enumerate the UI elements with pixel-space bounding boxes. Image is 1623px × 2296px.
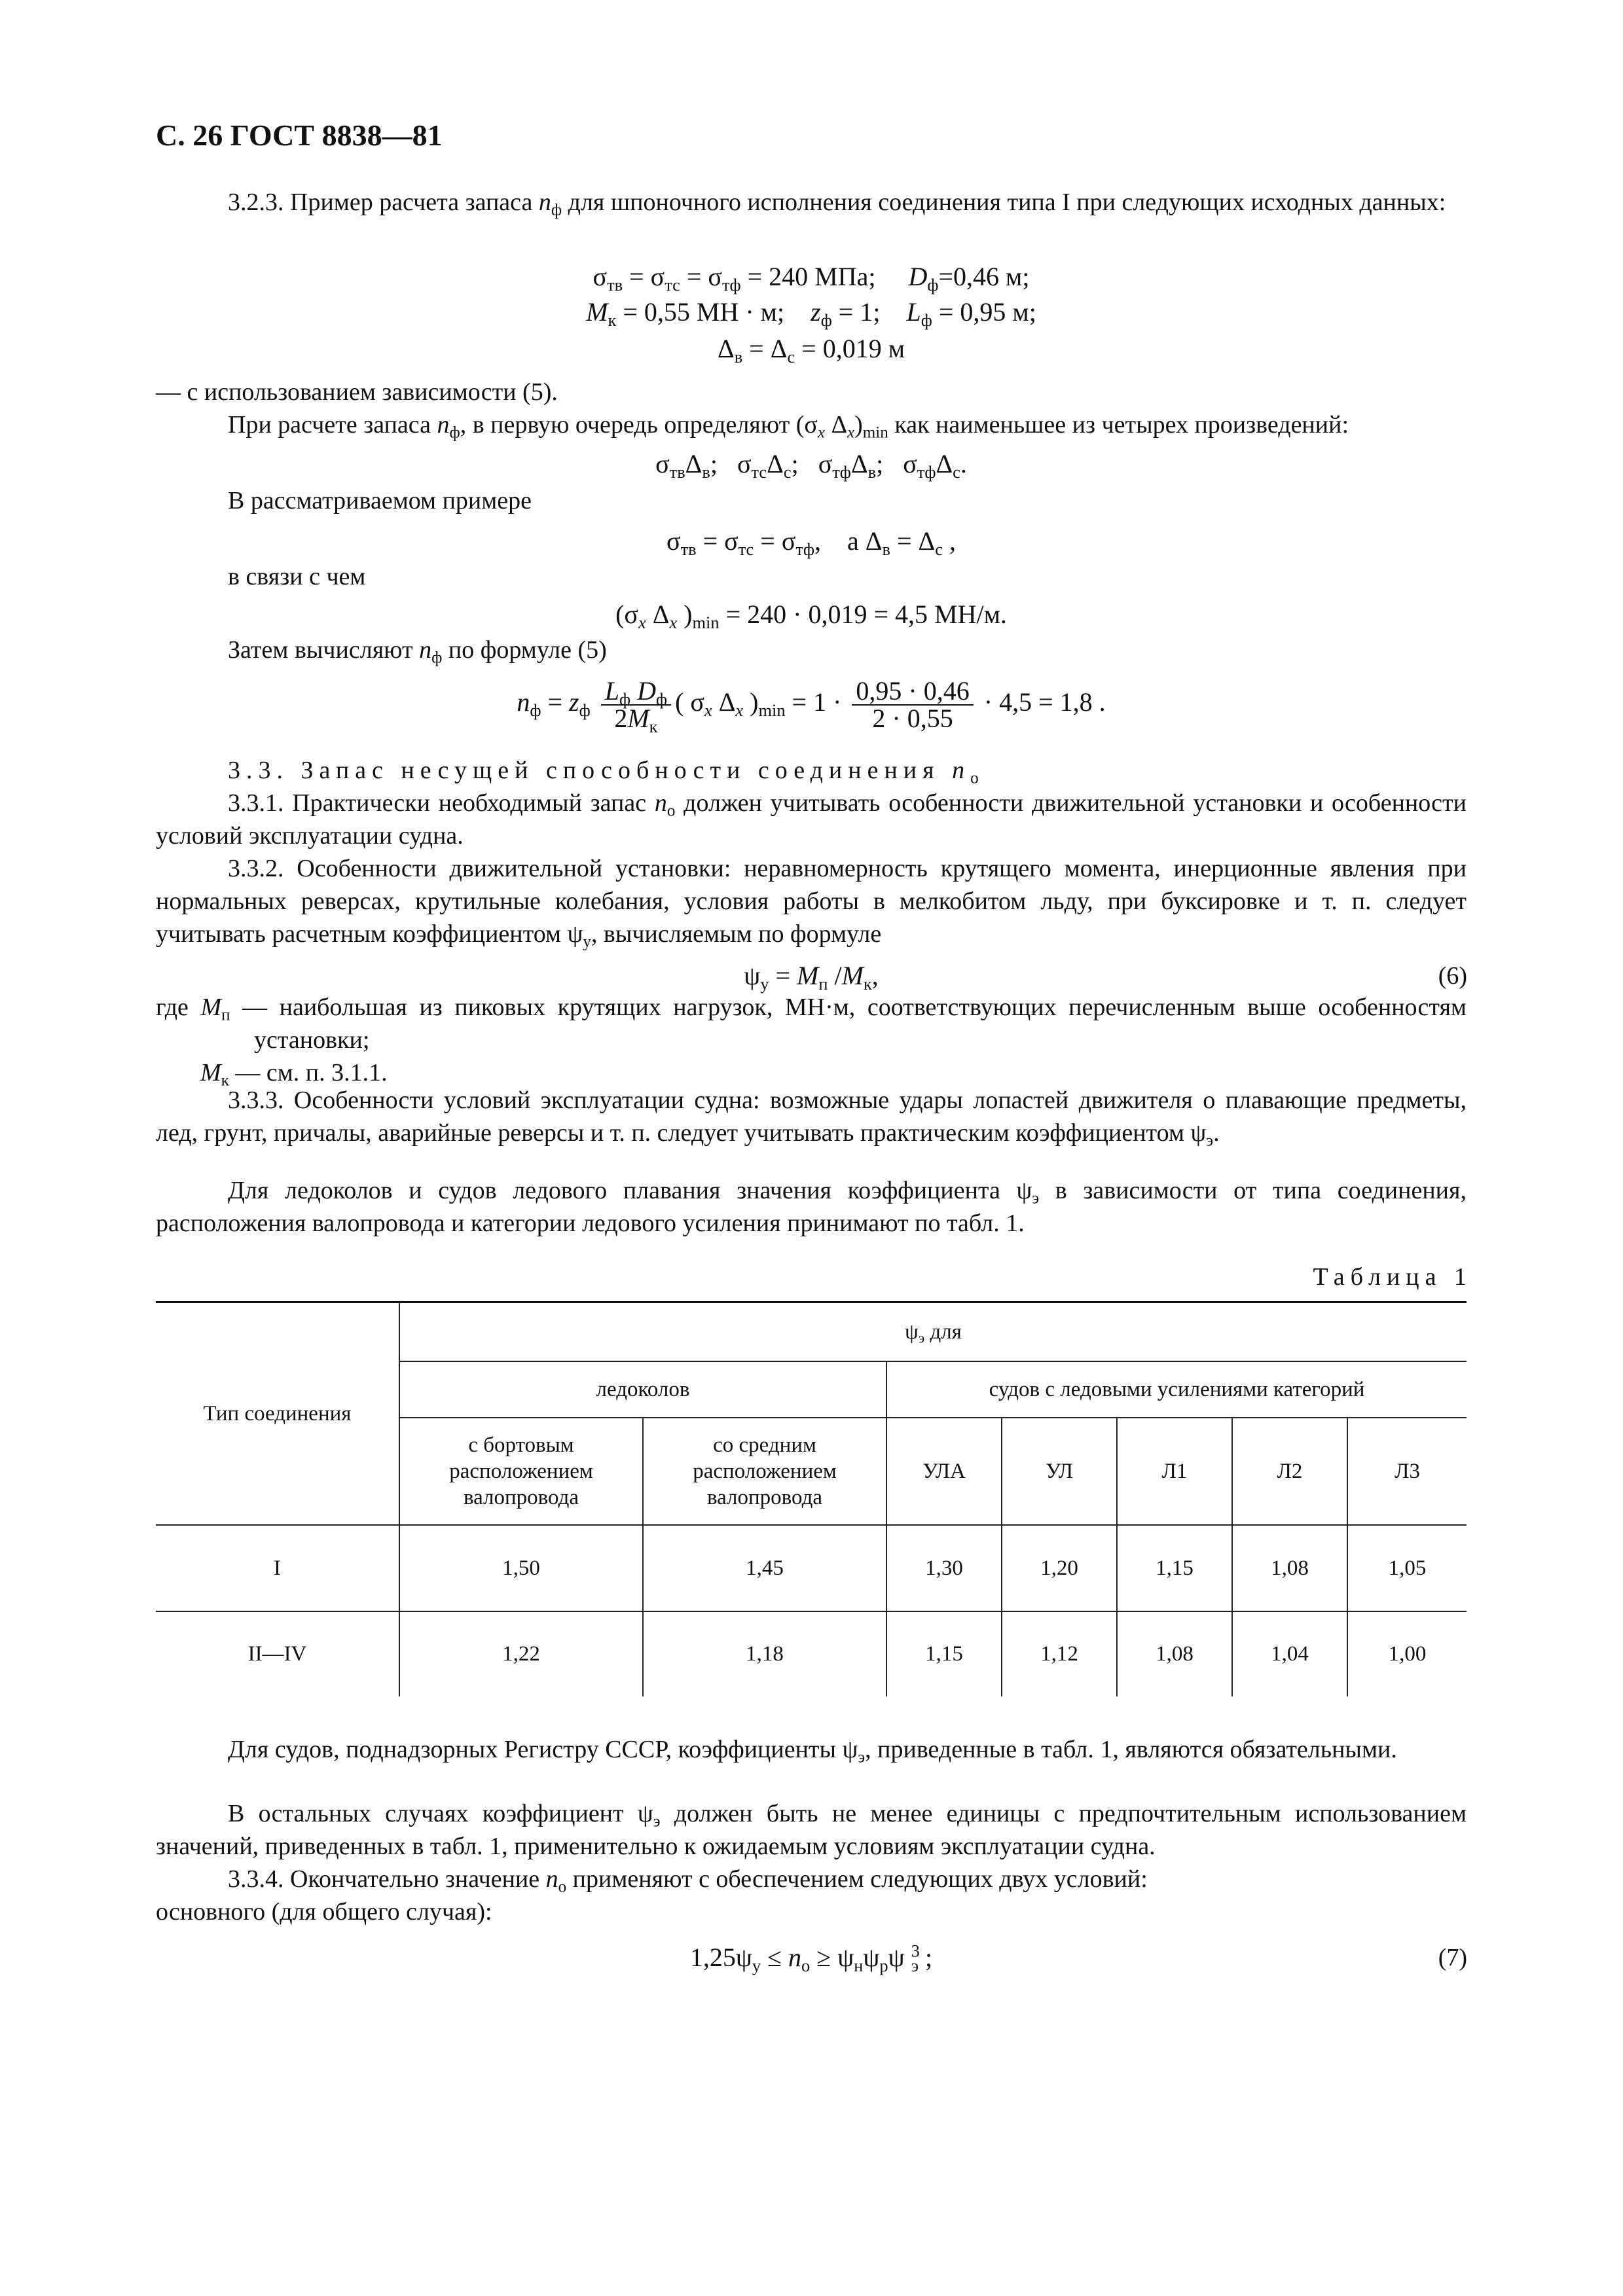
where-mp: где $M_п$ — наибольшая из пиковых крутящих нагрузок, МН·м, соответствующих перечисленным выше особенностям установки; [156,994,1467,1054]
subheader-ula: УЛА [886,1418,1002,1525]
subheader-middle-shaft: со средним расположением валопровода [643,1418,886,1525]
paragraph-calc-order: При расчете запаса $n_ф$, в первую очередь определяют ($\sigma_x$ $\Delta_x)_{min}$ как наименьшее из четырех произведений: [228,411,1349,442]
equation-6-number: (6) [1438,962,1467,990]
mk-reference: $M_к$ — см. п. 3.1.1. [200,1059,388,1090]
given-data-line-2: $M_к = 0,55$ МН · м; $z_ф = 1$; $L_ф = 0,95$ м; [586,297,1036,330]
paragraph-3-2-3: 3.2.3. Пример расчета запаса $n_ф$ для шпоночного исполнения соединения типа I при следующих исходных данных: [228,188,1446,219]
equation-7: $1,25\psi_у \le n_о \ge \psi_н\psi_р\psi$ $^3_э$ ; [689,1941,933,1975]
equation-7-number: (7) [1438,1944,1467,1971]
page-header: С. 26 ГОСТ 8838—81 [156,118,443,152]
table-cell: 1,12 [1002,1611,1117,1696]
subheader-l2: Л2 [1232,1418,1347,1525]
min-product-value: ($\sigma_x$ $\Delta_x$ )$_{min} = 240 \cdot 0,019 = 4,5$ МН/м. [615,600,1007,632]
section-3-3-heading: 3.3. Запас несущей способности соединения $n_о$ [228,757,985,787]
paragraph-register: Для судов, поднадзорных Регистру СССР, коэффициенты $\psi_э$, приведенные в табл. 1, являются обязательными. [228,1736,1397,1767]
cell-type: I [156,1525,399,1611]
header-ice-class-ships: судов с ледовыми усилениями категорий [886,1361,1467,1418]
four-products: $\sigma_{тв}\Delta_в$; $\sigma_{тс}\Delta_с$; $\sigma_{тф}\Delta_в$; $\sigma_{тф}\Delta_с$. [655,449,967,482]
table-1-caption: Таблица 1 [1313,1263,1472,1291]
table-cell: 1,20 [1002,1525,1117,1611]
table-cell: 1,30 [886,1525,1002,1611]
table-cell: 1,15 [1117,1525,1232,1611]
then-calculate: Затем вычисляют $n_ф$ по формуле (5) [228,636,607,667]
header-psi-for: $\psi_э$ для [399,1302,1467,1361]
given-data-line-1: $\sigma_{тв} = \sigma_{тс} = \sigma_{тф} = 240$ МПа; $D_ф=0,46$ м; [593,262,1030,295]
subheader-l1: Л1 [1117,1418,1232,1525]
table-cell: 1,22 [399,1611,643,1696]
table-cell: 1,15 [886,1611,1002,1696]
using-dependency: — с использованием зависимости (5). [156,378,558,406]
table-cell: 1,00 [1347,1611,1467,1696]
paragraph-3-3-3: 3.3.3. Особенности условий эксплуатации судна: возможные удары лопастей движителя о плавающие предметы, лед, грунт, причалы, аварийные реверсы и т. п. следует учитывать практическим коэффициентом $\psi_э$. [156,1086,1467,1150]
header-connection-type: Тип соединения [156,1302,399,1525]
paragraph-other-cases: В остальных случаях коэффициент $\psi_э$ должен быть не менее единицы с предпочтительным использованием значений, приведенных в табл. 1, применительно к ожидаемым условиям эксплуатации судна. [156,1800,1467,1860]
table-cell: 1,04 [1232,1611,1347,1696]
table-cell: 1,08 [1232,1525,1347,1611]
table-cell: 1,05 [1347,1525,1467,1611]
paragraph-3-3-1: 3.3.1. Практически необходимый запас $n_о$ должен учитывать особенности движительной установки и особенности условий эксплуатации судна. [156,789,1467,850]
in-connection: в связи с чем [228,563,366,590]
table-row [156,1611,1467,1696]
subheader-l3: Л3 [1347,1418,1467,1525]
given-data-line-3: $\Delta_в = \Delta_с = 0,019$ м [717,334,905,367]
table-cell: 1,45 [643,1525,886,1611]
equation-6: $\psi_у = M_п$ $/M_к$, [744,961,879,994]
table-cell: 1,50 [399,1525,643,1611]
formula-5-calculation: $n_ф = z_ф$ $\frac{L_ф D_ф}{2M_к}$ ( $\sigma_x$ $\Delta_x$ )$_{min} = 1$ · $\frac{0,95 \cdot 0,46}{2 \cdot 0,55}$ · 4,5 = 1,8 . [517,676,1106,736]
subheader-side-shaft: с бортовым расположением валопровода [399,1418,643,1525]
cell-type: II—IV [156,1611,399,1696]
paragraph-icebreakers: Для ледоколов и судов ледового плавания значения коэффициента $\psi_э$ в зависимости от типа соединения, расположения валопровода и категории ледового усиления принимают по табл. 1. [156,1177,1467,1237]
paragraph-3-3-4: 3.3.4. Окончательно значение $n_о$ применяют с обеспечением следующих двух условий: [228,1865,1148,1896]
main-case-label: основного (для общего случая): [156,1898,492,1926]
table-row [156,1525,1467,1611]
table-cell: 1,08 [1117,1611,1232,1696]
table-cell: 1,18 [643,1611,886,1696]
in-example: В рассматриваемом примере [228,487,532,514]
subheader-ul: УЛ [1002,1418,1117,1525]
table-1 [156,1301,1467,1696]
equal-sigmas: $\sigma_{тв} = \sigma_{тс} = \sigma_{тф}$, а $\Delta_в = \Delta_с$ , [666,526,956,559]
paragraph-3-3-2: 3.3.2. Особенности движительной установки: неравномерность крутящего момента, инерционные явления при нормальных реверсах, крутильные колебания, условия работы в мелкобитом льду, при буксировке и т. п. следует учитывать расчетным коэффициентом $\psi_у$, вычисляемым по формуле [156,855,1467,951]
header-icebreakers: ледоколов [399,1361,886,1418]
